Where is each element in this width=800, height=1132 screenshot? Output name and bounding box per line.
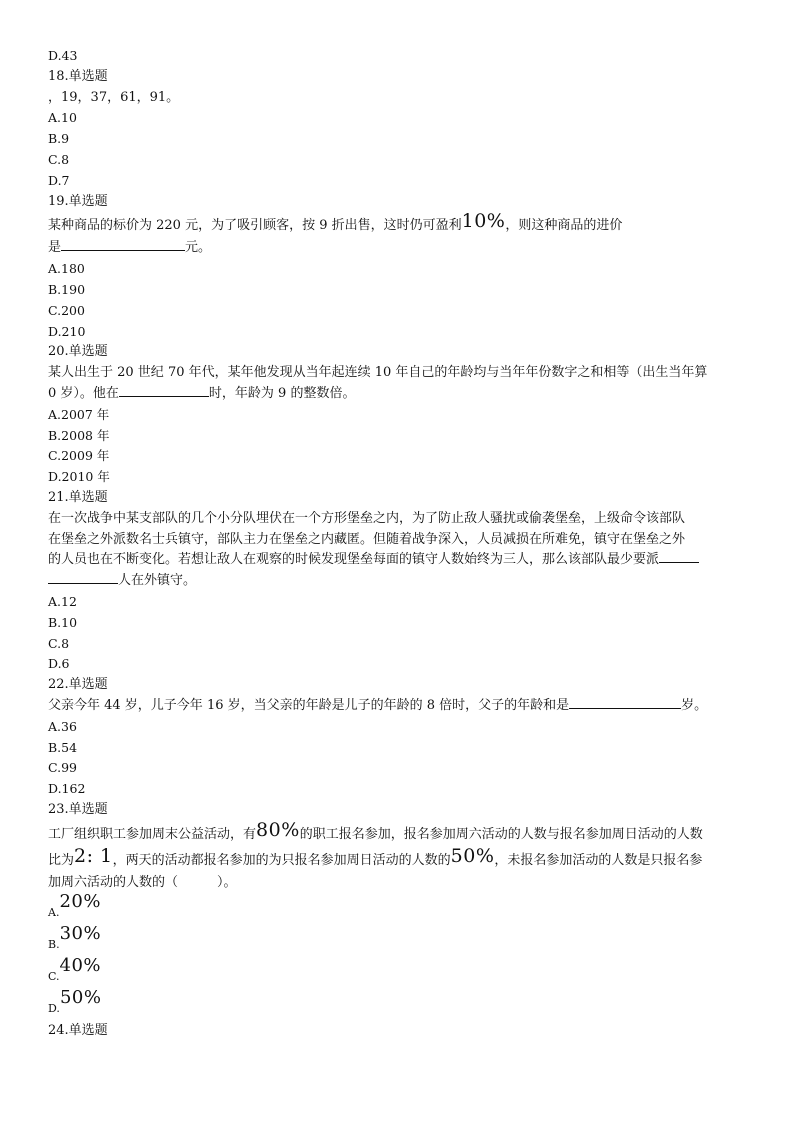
q20-stem-line2 — [48, 384, 758, 405]
q21-heading: 21.单选题 — [48, 489, 108, 505]
prev-option-d: D.43 — [48, 48, 78, 63]
q19-option-b: B.190 — [48, 281, 86, 297]
q20-heading: 20.单选题 — [48, 344, 108, 360]
q21-stem-text-4: 人在外镇守。 — [118, 573, 197, 589]
q23-option-a-label: A. — [48, 906, 60, 920]
q20-option-d: D.2010 年 — [48, 469, 110, 485]
q23-option-b — [48, 925, 758, 957]
q21-answer-blank-a — [659, 550, 699, 563]
q23-stem-line1 — [48, 818, 758, 847]
q19-stem-line1 — [48, 212, 758, 238]
q21-stem-line1: 在一次战争中某支部队的几个小分队埋伏在一个方形堡垒之内，为了防止敌人骚扰或偷袭堡垒，上级命令该部队 — [48, 510, 686, 526]
q23-stem-text-1: 工厂组织职工参加周末公益活动，有 — [48, 826, 257, 842]
q23-ratio: 2: 1 — [74, 844, 113, 867]
q23-option-a — [48, 893, 758, 925]
q19-stem-text-1: 某种商品的标价为 220 元，为了吸引顾客，按 9 折出售，这时仍可盈利 — [48, 218, 462, 234]
q18-option-a: A.10 — [48, 110, 77, 126]
q19-stem-text-3: 是 — [48, 240, 62, 256]
q20-answer-blank — [119, 384, 209, 397]
q21-option-b: B.10 — [48, 614, 78, 630]
q23-stem-text-3: 比为 — [48, 852, 75, 868]
q21-stem-line4 — [48, 571, 758, 592]
q18-stem: ，19，37，61，91。 — [48, 89, 180, 105]
q19-stem-text-4: 元。 — [185, 240, 212, 256]
q22-option-b: B.54 — [48, 739, 78, 755]
q19-answer-blank — [61, 238, 185, 251]
q19-stem-text-2: ，则这种商品的进价 — [505, 218, 623, 234]
q21-option-d: D.6 — [48, 656, 70, 672]
q23-option-a-value: 20% — [59, 891, 101, 913]
q21-option-a: A.12 — [48, 593, 77, 609]
q23-stem-text-4: ，两天的活动都报名参加的为只报名参加周日活动的人数的 — [112, 852, 451, 868]
q22-stem-text-1: 父亲今年 44 岁，儿子今年 16 岁，当父亲的年龄是儿子的年龄的 8 倍时，父子的年龄和是 — [48, 697, 570, 713]
q20-stem-line1: 某人出生于 20 世纪 70 年代，某年他发现从当年起连续 10 年自己的年龄均与当年年份数字之和相等（出生当年算 — [48, 365, 708, 381]
q21-stem-line3 — [48, 550, 758, 571]
q19-stem-line2 — [48, 238, 758, 259]
q19-option-a: A.180 — [48, 261, 85, 277]
q23-percent-50: 50% — [450, 844, 495, 867]
q22-stem-text-2: 岁。 — [681, 697, 708, 713]
q22-option-c: C.99 — [48, 760, 77, 776]
q23-option-c — [48, 957, 758, 989]
q21-option-c: C.8 — [48, 635, 70, 651]
q21-stem-line2: 在堡垒之外派数名士兵镇守，部队主力在堡垒之内藏匿。但随着战争深入，人员减损在所难免，镇守在堡垒之外 — [48, 531, 686, 547]
q18-option-d: D.7 — [48, 172, 70, 188]
q18-heading: 18.单选题 — [48, 68, 108, 84]
q23-stem-text-2: 的职工报名参加，报名参加周六活动的人数与报名参加周日活动的人数 — [299, 826, 703, 842]
q24-heading: 24.单选题 — [48, 1023, 108, 1039]
q19-heading: 19.单选题 — [48, 193, 108, 209]
q23-option-c-value: 40% — [59, 955, 102, 977]
q22-stem — [48, 696, 758, 717]
q23-stem-line2 — [48, 844, 758, 873]
question-page — [48, 46, 758, 1042]
q23-option-b-value: 30% — [59, 923, 102, 945]
q20-option-c: C.2009 年 — [48, 448, 110, 464]
q23-option-b-label: B. — [48, 938, 60, 952]
q20-stem-text-1: 0 岁）。他在 — [48, 385, 119, 401]
q19-percent: 10% — [461, 210, 506, 233]
q20-option-b: B.2008 年 — [48, 427, 110, 443]
q22-option-a: A.36 — [48, 718, 77, 734]
q18-option-b: B.9 — [48, 131, 70, 147]
q23-option-c-label: C. — [48, 970, 60, 984]
q20-stem-text-2: 时，年龄为 9 的整数倍。 — [208, 385, 356, 401]
q23-heading: 23.单选题 — [48, 801, 108, 817]
q23-option-d-label: D. — [48, 1002, 60, 1016]
q20-option-a: A.2007 年 — [48, 406, 110, 422]
q23-option-d — [48, 989, 758, 1021]
q23-stem-line3: 加周六活动的人数的（ ）。 — [48, 874, 237, 890]
q21-stem-text-3: 的人员也在不断变化。若想让敌人在观察的时候发现堡垒每面的镇守人数始终为三人，那么该部队最少要派 — [48, 552, 660, 568]
q23-option-d-value: 50% — [59, 987, 102, 1009]
q22-answer-blank — [569, 696, 681, 709]
q18-option-c: C.8 — [48, 151, 70, 167]
q23-percent-80: 80% — [256, 818, 300, 841]
q21-answer-blank-b — [48, 571, 118, 584]
q19-option-c: C.200 — [48, 302, 85, 318]
q19-option-d: D.210 — [48, 323, 86, 339]
q22-heading: 22.单选题 — [48, 677, 108, 693]
q23-stem-text-5: ，未报名参加活动的人数是只报名参 — [494, 852, 703, 868]
q22-option-d: D.162 — [48, 781, 86, 797]
